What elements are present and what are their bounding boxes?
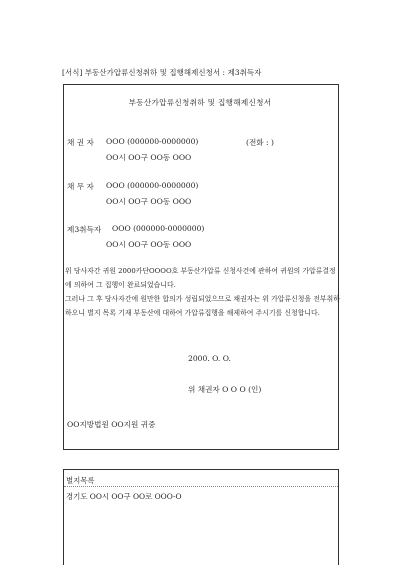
third-acquirer-label: 제3취득자 <box>67 225 102 234</box>
body-paragraph-1-text: 위 당사자간 귀원 2000카단OOOO호 부동산가압류 신청사건에 관하여 귀원의 가압류결정에 의하여 그 집행이 완료되었습니다. <box>65 267 336 289</box>
third-acquirer-address: OO시 OO구 OO동 OOO <box>106 240 192 249</box>
third-acquirer-name-id: OOO (000000-0000000) <box>112 224 205 233</box>
creditor-signature: 위 채권자 O O O (인) <box>188 385 262 394</box>
debtor-address: OO시 OO구 OO동 OOO <box>106 197 192 206</box>
form-caption: [서식] 부동산가압류신청취하 및 집행해제신청서 : 제3취득자 <box>62 68 262 77</box>
body-paragraph-2-text: 그러나 그 후 당사자간에 원만한 합의가 성립되었으므로 채권자는 위 가압류신청을 전부취하하오니 별지 목록 기재 부동산에 대하여 가압류집행을 해제하여 주시기를 신청합니다. <box>65 295 340 317</box>
body-paragraph-2 <box>65 292 340 320</box>
application-date: 2000. O. O. <box>188 354 231 363</box>
creditor-label: 채 권 자 <box>67 138 94 147</box>
creditor-address: OO시 OO구 OO동 OOO <box>106 153 192 162</box>
creditor-name-id: OOO (000000-0000000) <box>106 137 199 146</box>
annex-item: 경기도 OO시 OO구 OO로 OOO-O <box>66 492 182 501</box>
annex-property-list <box>63 469 339 565</box>
document-title: 부동산가압류신청취하 및 집행해제신청서 <box>128 98 272 107</box>
court-addressee: OO지방법원 OO지원 귀중 <box>67 420 156 429</box>
creditor-phone: (전화 : ) <box>246 138 274 147</box>
debtor-name-id: OOO (000000-0000000) <box>106 181 199 190</box>
debtor-label: 채 무 자 <box>67 182 94 191</box>
annex-divider <box>64 486 338 487</box>
annex-heading: 별지목록 <box>66 476 95 485</box>
body-paragraph-1 <box>65 264 340 292</box>
